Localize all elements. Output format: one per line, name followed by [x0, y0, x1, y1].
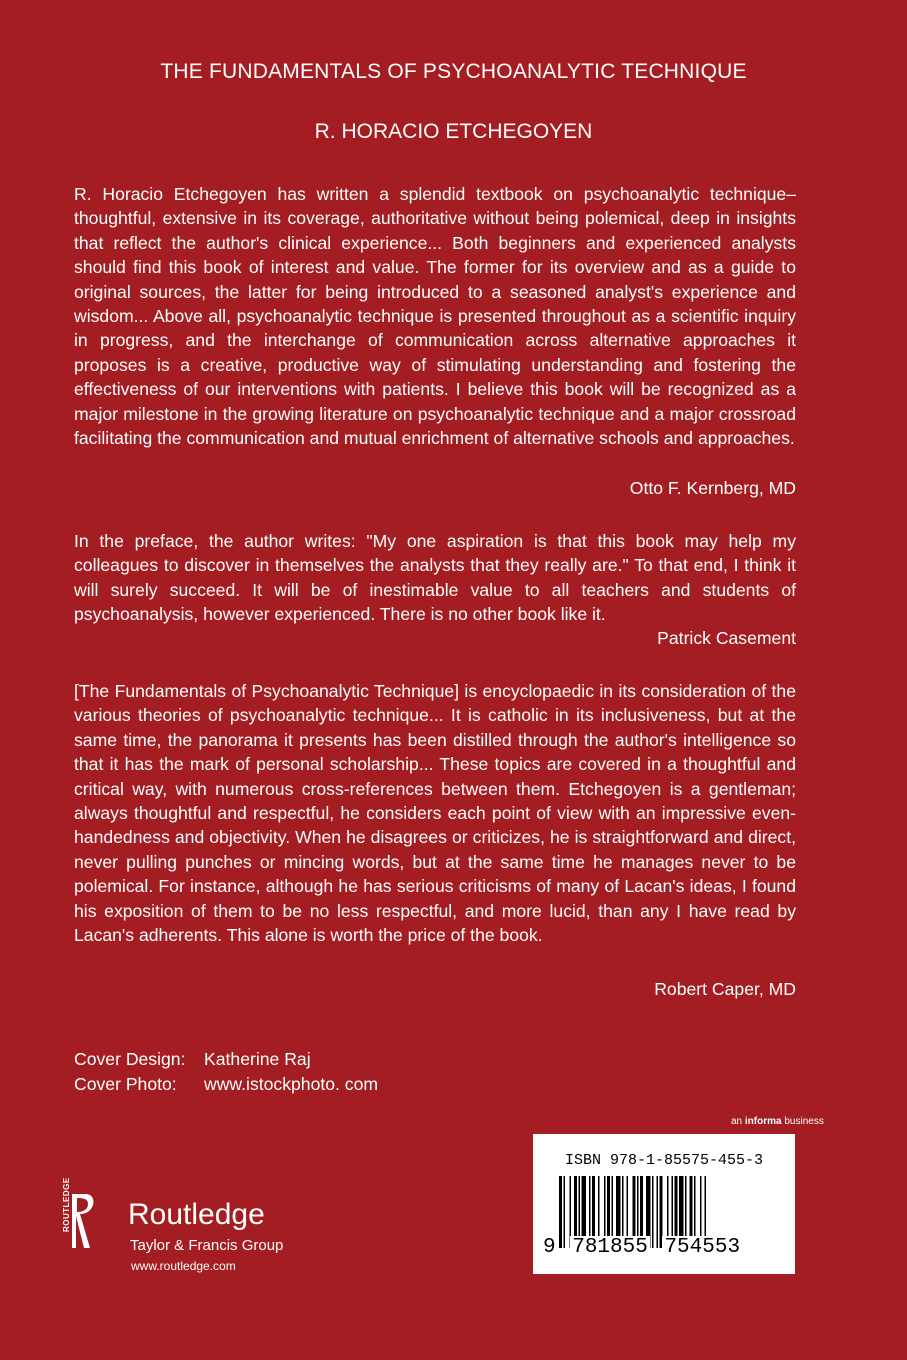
review-attribution-kernberg: Otto F. Kernberg, MD	[629, 478, 796, 498]
publisher-group: Taylor & Francis Group	[130, 1237, 284, 1254]
cover-design-credit	[74, 1047, 378, 1072]
review-kernberg: R. Horacio Etchegoyen has written a splendid textbook on psychoanalytic technique– thoughtful, extensive in its coverage, authoritative without being polemical, deep in insights that reflect the author's clinical experience... Both beginners and experienced analysts should find this book of interest and value. The former for its overview and as a guide to original sources, the latter for being introduced to a seasoned analyst's experience and wisdom... Above all, psychoanalytic technique is presented throughout as a scientific inquiry in progress, and the interchange of communication across alternative approaches it proposes is a creative, productive way of stimulating understanding and fostering the effectiveness of our interventions with patients. I believe this book will be recognized as a major milestone in the growing literature on psychoanalytic technique and a major crossroad facilitating the communication and mutual enrichment of alternative schools and approaches.	[74, 184, 796, 449]
publisher-website: www.routledge.com	[131, 1259, 236, 1273]
review-casement: In the preface, the author writes: "My one aspiration is that this book may help my colleagues to discover in themselves the analysts that they really are." To that end, I think it will surely succeed. It will be of inestimable value to all teachers and students of psychoanalysis, however experienced. There is no other book like it.	[74, 531, 796, 625]
cover-credits	[74, 1047, 378, 1097]
informa-prefix: an	[731, 1116, 743, 1127]
cover-design-label: Cover Design:	[74, 1049, 186, 1069]
routledge-logo-icon	[68, 1192, 98, 1250]
publisher-name: Routledge	[128, 1198, 265, 1231]
review-attribution-caper: Robert Caper, MD	[654, 979, 796, 999]
review-caper: [The Fundamentals of Psychoanalytic Technique] is encyclopaedic in its consideration of the various theories of psychoanalytic technique... It is catholic in its inclusiveness, but at the same time, the panorama it presents has been distilled through the author's intelligence so that it has the mark of personal scholarship... These topics are covered in a thoughtful and critical way, with numerous cross-references between them. Etchegoyen is a gentleman; always thoughtful and respectful, he considers each point of view with an impressive even-handedness and objectivity. When he disagrees or criticizes, he is straightforward and direct, never pulling punches or mincing words, but at the same time he manages never to be polemical. For instance, although he has serious criticisms of many of Lacan's ideas, I found his exposition of them to be no less respectful, and more lucid, than any I have read by Lacan's adherents. This alone is worth the price of the book.	[74, 681, 796, 946]
barcode-digits	[541, 1236, 789, 1259]
review-attribution-casement: Patrick Casement	[657, 628, 796, 648]
informa-tagline	[731, 1116, 824, 1127]
cover-photo-credit	[74, 1072, 378, 1097]
book-title: THE FUNDAMENTALS OF PSYCHOANALYTIC TECHNIQUE	[160, 60, 747, 83]
barcode-digit-group-2: 754553	[664, 1236, 741, 1259]
informa-suffix: business	[784, 1116, 824, 1127]
informa-brand: informa	[744, 1116, 782, 1127]
cover-photo-value: www.istockphoto. com	[204, 1074, 379, 1094]
isbn-number: ISBN 978-1-85575-455-3	[564, 1152, 764, 1169]
cover-photo-label: Cover Photo:	[74, 1074, 177, 1094]
barcode-lead-digit: 9	[543, 1236, 556, 1259]
routledge-side-text: ROUTLEDGE	[62, 1177, 71, 1232]
isbn-barcode	[533, 1134, 795, 1274]
barcode-digit-group-1: 781855	[572, 1236, 648, 1259]
cover-design-value: Katherine Raj	[204, 1049, 311, 1069]
book-author: R. HORACIO ETCHEGOYEN	[314, 120, 593, 143]
